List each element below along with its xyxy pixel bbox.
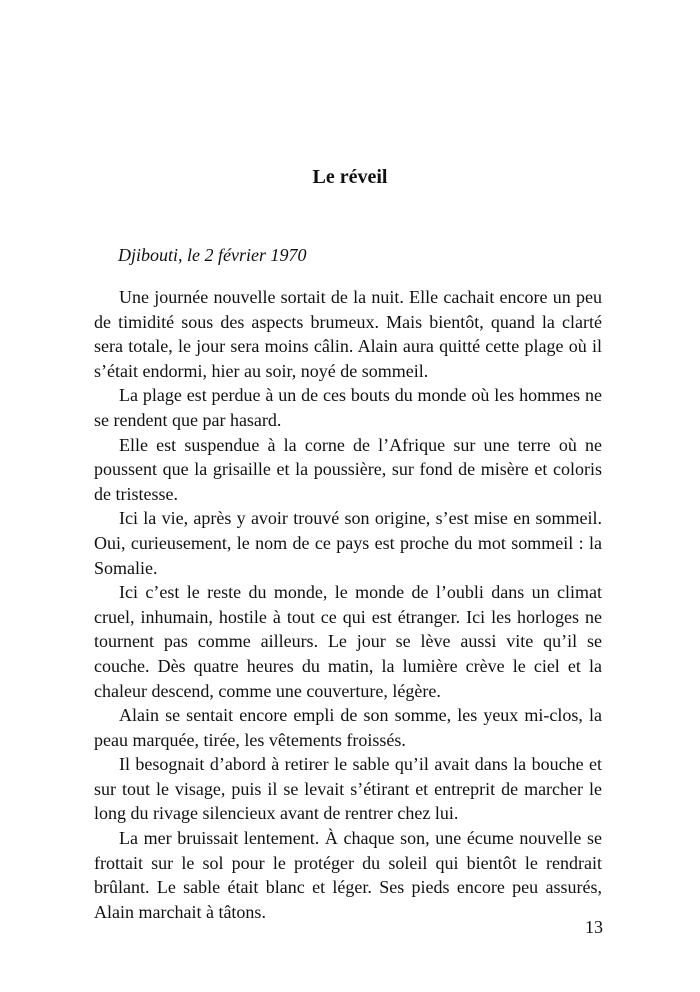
paragraph: Il besognait d’abord à retirer le sable qu’il avait dans la bouche et sur tout le visage, puis il se levait s’étirant et entreprit de marcher le long du rivage silencieux avant de rentrer chez lui. xyxy=(94,754,602,824)
paragraph: La plage est perdue à un de ces bouts du monde où les hommes ne se rendent que par hasard. xyxy=(94,385,602,430)
paragraph: Elle est suspendue à la corne de l’Afrique sur une terre où ne poussent que la grisaille et la poussière, sur fond de misère et coloris de tristesse. xyxy=(94,434,602,504)
paragraph: Une journée nouvelle sortait de la nuit. Elle cachait encore un peu de timidité sous des aspects brumeux. Mais bientôt, quand la clarté sera totale, le jour sera moins câlin. Alain aura quitté cette plage où il s’était endormi, hier au soir, noyé de sommeil. xyxy=(94,287,602,381)
dateline: Djibouti, le 2 février 1970 xyxy=(118,245,307,265)
paragraph: La mer bruissait lentement. À chaque son, une écume nouvelle se frottait sur le sol pour le protéger du soleil qui bientôt le rendrait brûlant. Le sable était blanc et léger. Ses pieds encore peu assurés, Alain marchait à tâtons. xyxy=(94,828,602,922)
paragraph: Ici la vie, après y avoir trouvé son origine, s’est mise en sommeil. Oui, curieusement, le nom de ce pays est proche du mot sommeil : la Somalie. xyxy=(94,508,602,578)
paragraph: Alain se sentait encore empli de son somme, les yeux mi-clos, la peau marquée, tirée, les vêtements froissés. xyxy=(94,705,602,750)
chapter-title: Le réveil xyxy=(312,166,388,188)
paragraph: Ici c’est le reste du monde, le monde de l’oubli dans un climat cruel, inhumain, hostile à tout ce qui est étranger. Ici les horloges ne tournent pas comme ailleurs. Le jour se lève aussi vite qu’il se couche. Dès quatre heures du matin, la lumière crève le ciel et la chaleur descend, comme une couverture, légère. xyxy=(94,582,602,701)
page-number: 13 xyxy=(585,917,603,937)
body-text xyxy=(94,285,602,924)
